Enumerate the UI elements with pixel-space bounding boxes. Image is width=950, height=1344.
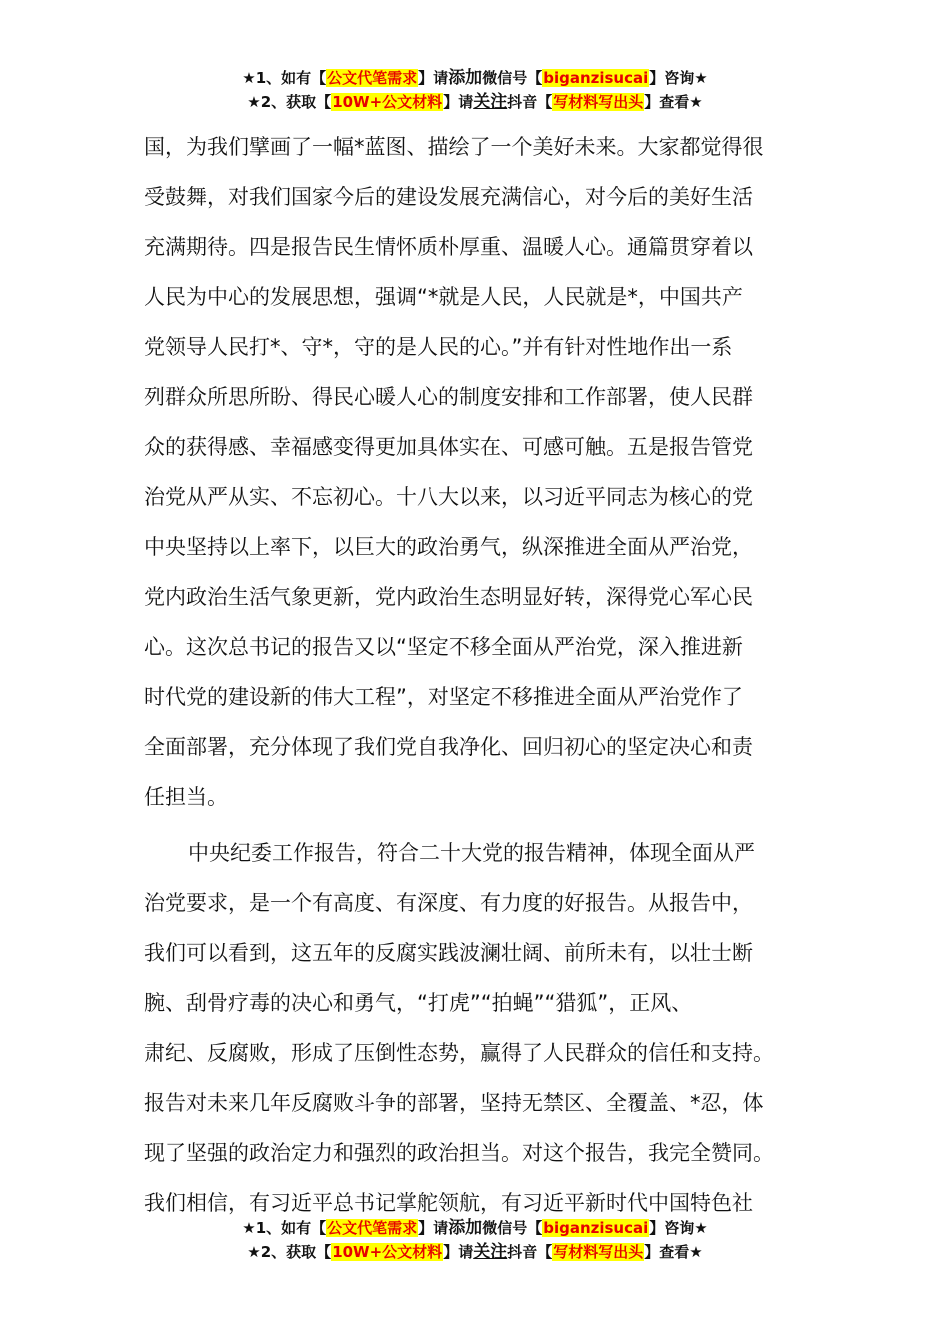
header-promo-banner [0, 66, 950, 114]
promo-highlight-douyin: 写材料写出头 [553, 1243, 644, 1261]
promo-highlight-douyin: 写材料写出头 [553, 93, 644, 111]
promo-line-2: ★2、获取【10W+公文材料】请关注抖音【写材料写出头】查看★ [247, 92, 703, 112]
footer-promo-banner [0, 1216, 950, 1264]
text-line: 治党从严从实、不忘初心。十八大以来，以习近平同志为核心的党 [144, 485, 753, 509]
text-line: 中央纪委工作报告，符合二十大党的报告精神，体现全面从严 [188, 841, 755, 865]
text-line: 众的获得感、幸福感变得更加具体实在、可感可触。五是报告管党 [144, 435, 753, 459]
promo-highlight-materials: 10W+公文材料 [332, 1243, 443, 1261]
text-line: 全面部署，充分体现了我们党自我净化、回归初心的坚定决心和责 [144, 735, 753, 759]
text-line: 我们相信，有习近平总书记掌舵领航，有习近平新时代中国特色社 [144, 1191, 753, 1215]
text-line: 腕、刮骨疗毒的决心和勇气，“打虎”“拍蝇”“猎狐”，正风、 [144, 991, 693, 1015]
paragraph-1 [144, 122, 806, 822]
text-line: 任担当。 [144, 785, 228, 809]
promo-highlight-service: 公文代笔需求 [327, 69, 418, 87]
text-line: 中央坚持以上率下，以巨大的政治勇气，纵深推进全面从严治党， [144, 535, 753, 559]
text-line: 我们可以看到，这五年的反腐实践波澜壮阔、前所未有，以壮士断 [144, 941, 753, 965]
text-line: 人民为中心的发展思想，强调“*就是人民，人民就是*，中国共产 [144, 285, 743, 309]
text-line: 党领导人民打*、守*，守的是人民的心。”并有针对性地作出一系 [144, 335, 733, 359]
text-line: 党内政治生活气象更新，党内政治生态明显好转，深得党心军心民 [144, 585, 753, 609]
promo-highlight-wechat: biganzisucai [543, 69, 649, 87]
text-line: 国，为我们擘画了一幅*蓝图、描绘了一个美好未来。大家都觉得很 [144, 135, 764, 159]
text-line: 受鼓舞，对我们国家今后的建设发展充满信心，对今后的美好生活 [144, 185, 753, 209]
text-line: 治党要求，是一个有高度、有深度、有力度的好报告。从报告中， [144, 891, 753, 915]
promo-line-1: ★1、如有【公文代笔需求】请添加微信号【biganzisucai】咨询★ [242, 68, 708, 88]
text-line: 列群众所思所盼、得民心暖人心的制度安排和工作部署，使人民群 [144, 385, 753, 409]
text-line: 充满期待。四是报告民生情怀质朴厚重、温暖人心。通篇贯穿着以 [144, 235, 753, 259]
text-line: 时代党的建设新的伟大工程”，对坚定不移推进全面从严治党作了 [144, 685, 743, 709]
promo-highlight-wechat: biganzisucai [543, 1219, 649, 1237]
document-body [144, 122, 806, 1228]
promo-highlight-service: 公文代笔需求 [327, 1219, 418, 1237]
promo-highlight-materials: 10W+公文材料 [332, 93, 443, 111]
promo-line-2: ★2、获取【10W+公文材料】请关注抖音【写材料写出头】查看★ [247, 1242, 703, 1262]
text-line: 心。这次总书记的报告又以“坚定不移全面从严治党，深入推进新 [144, 635, 743, 659]
text-line: 现了坚强的政治定力和强烈的政治担当。对这个报告，我完全赞同。 [144, 1141, 774, 1165]
paragraph-2 [144, 828, 806, 1228]
promo-line-1: ★1、如有【公文代笔需求】请添加微信号【biganzisucai】咨询★ [242, 1218, 708, 1238]
text-line: 肃纪、反腐败，形成了压倒性态势，赢得了人民群众的信任和支持。 [144, 1041, 774, 1065]
text-line: 报告对未来几年反腐败斗争的部署，坚持无禁区、全覆盖、*忍，体 [144, 1091, 764, 1115]
